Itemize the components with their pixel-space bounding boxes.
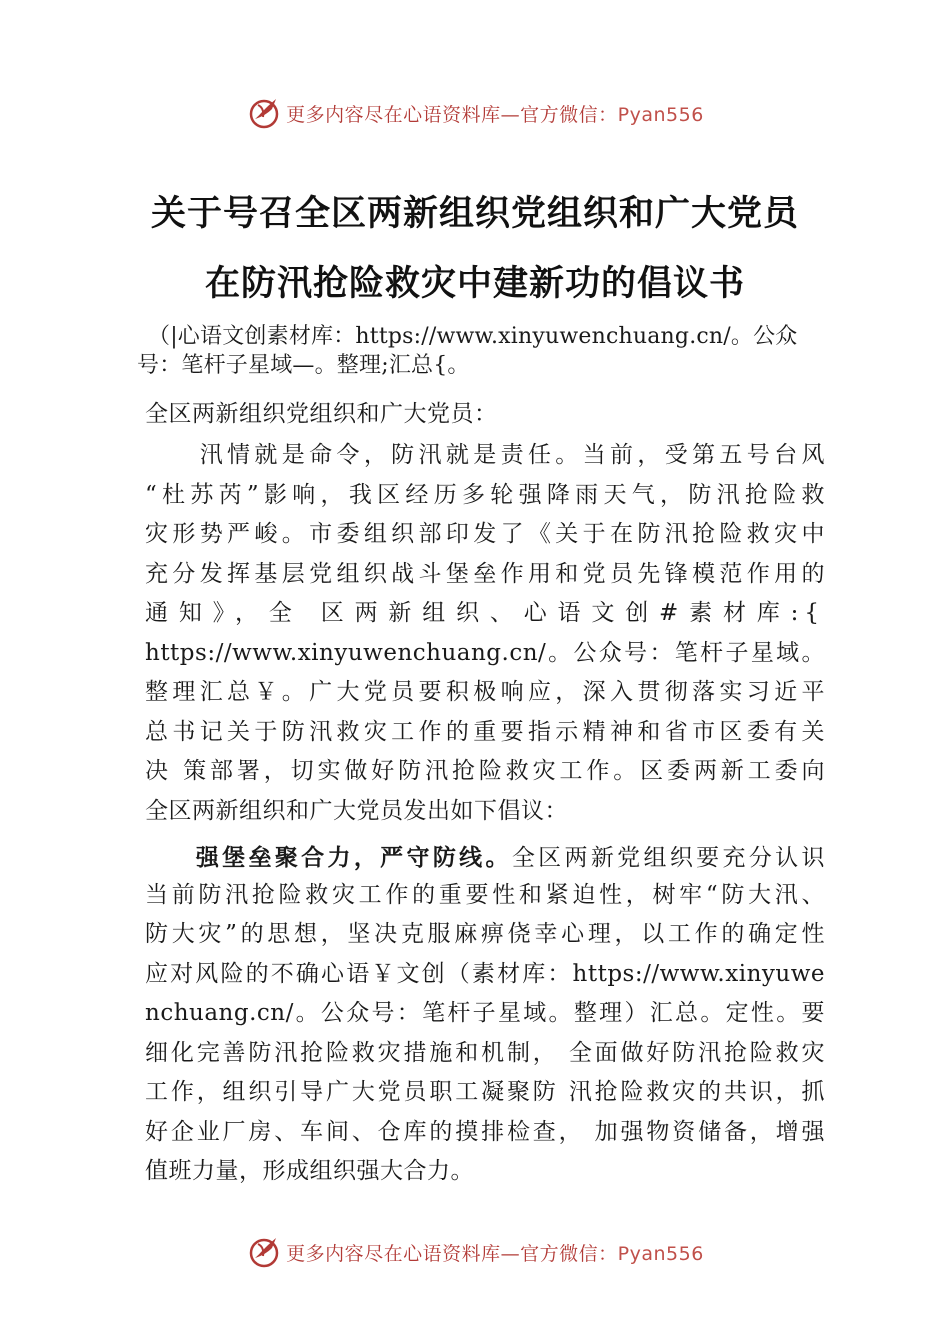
paragraph-line bbox=[145, 838, 825, 878]
source-note-line-2: 号：笔杆子星域—。整理;汇总{。 bbox=[137, 353, 470, 378]
paragraph-line: “杜苏芮”影响，我区经历多轮强降雨天气，防汛抢险救 bbox=[145, 482, 825, 508]
document-title-line-2: 在防汛抢险救灾中建新功的倡议书 bbox=[204, 263, 745, 304]
paragraph-line: 应对风险的不确心语￥文创（素材库：https://www.xinyuwe bbox=[145, 961, 825, 987]
paragraph-line: 当前防汛抢险救灾工作的重要性和紧迫性，树牢“防大汛、 bbox=[145, 882, 825, 908]
paragraph-lead-heading: 强堡垒聚合力，严守防线。 bbox=[193, 845, 512, 871]
paragraph-line: 全区两新组织和广大党员发出如下倡议： bbox=[145, 798, 568, 824]
paragraph-line: 防大灾”的思想，坚决克服麻痹侥幸心理，以工作的确定性 bbox=[145, 921, 825, 947]
paragraph-line: 好企业厂房、车间、仓库的摸排检查， 加强物资储备，增强 bbox=[145, 1119, 825, 1145]
banner-text: 更多内容尽在心语资料库—官方微信： bbox=[286, 1242, 618, 1265]
paragraph-line: https://www.xinyuwenchuang.cn/。公众号：笔杆子星域。 bbox=[145, 640, 825, 666]
paragraph-line: 充分发挥基层党组织战斗堡垒作用和党员先锋模范作用的 bbox=[145, 561, 825, 587]
header-watermark bbox=[0, 93, 950, 133]
footer-watermark bbox=[0, 1232, 950, 1272]
pen-logo-icon bbox=[246, 95, 282, 131]
paragraph-line: 工作，组织引导广大党员职工凝聚防 汛抢险救灾的共识，抓 bbox=[145, 1079, 825, 1105]
paragraph-line: 总书记关于防汛救灾工作的重要指示精神和省市区委有关 bbox=[145, 719, 825, 745]
paragraph-line: 灾形势严峻。市委组织部印发了《关于在防汛抢险救灾中 bbox=[145, 521, 825, 547]
banner-handle: Pyan556 bbox=[617, 103, 704, 126]
banner-handle: Pyan556 bbox=[617, 1242, 704, 1265]
paragraph-line: 值班力量，形成组织强大合力。 bbox=[145, 1158, 474, 1184]
paragraph-line: 整理汇总￥。广大党员要积极响应，深入贯彻落实习近平 bbox=[145, 679, 825, 705]
paragraph-line: 决 策部署，切实做好防汛抢险救灾工作。区委两新工委向 bbox=[145, 758, 825, 784]
paragraph-line: 通知》，全 区两新组织、心语文创#素材库:{ bbox=[145, 600, 825, 626]
paragraph-lead-rest: 全区两新党组织要充分认识 bbox=[511, 845, 826, 871]
paragraph-line: 汛情就是命令，防汛就是责任。当前，受第五号台风 bbox=[145, 442, 825, 468]
banner-text: 更多内容尽在心语资料库—官方微信： bbox=[286, 103, 618, 126]
paragraph-line: nchuang.cn/。公众号：笔杆子星域。整理）汇总。定性。要 bbox=[145, 1000, 825, 1026]
paragraph-line: 细化完善防汛抢险救灾措施和机制， 全面做好防汛抢险救灾 bbox=[145, 1040, 825, 1066]
document-title-line-1: 关于号召全区两新组织党组织和广大党员 bbox=[150, 193, 799, 234]
pen-logo-icon bbox=[246, 1234, 282, 1270]
salutation: 全区两新组织党组织和广大党员： bbox=[145, 401, 498, 427]
source-note-line-1: （|心语文创素材库：https://www.xinyuwenchuang.cn/。公众 bbox=[148, 324, 798, 349]
